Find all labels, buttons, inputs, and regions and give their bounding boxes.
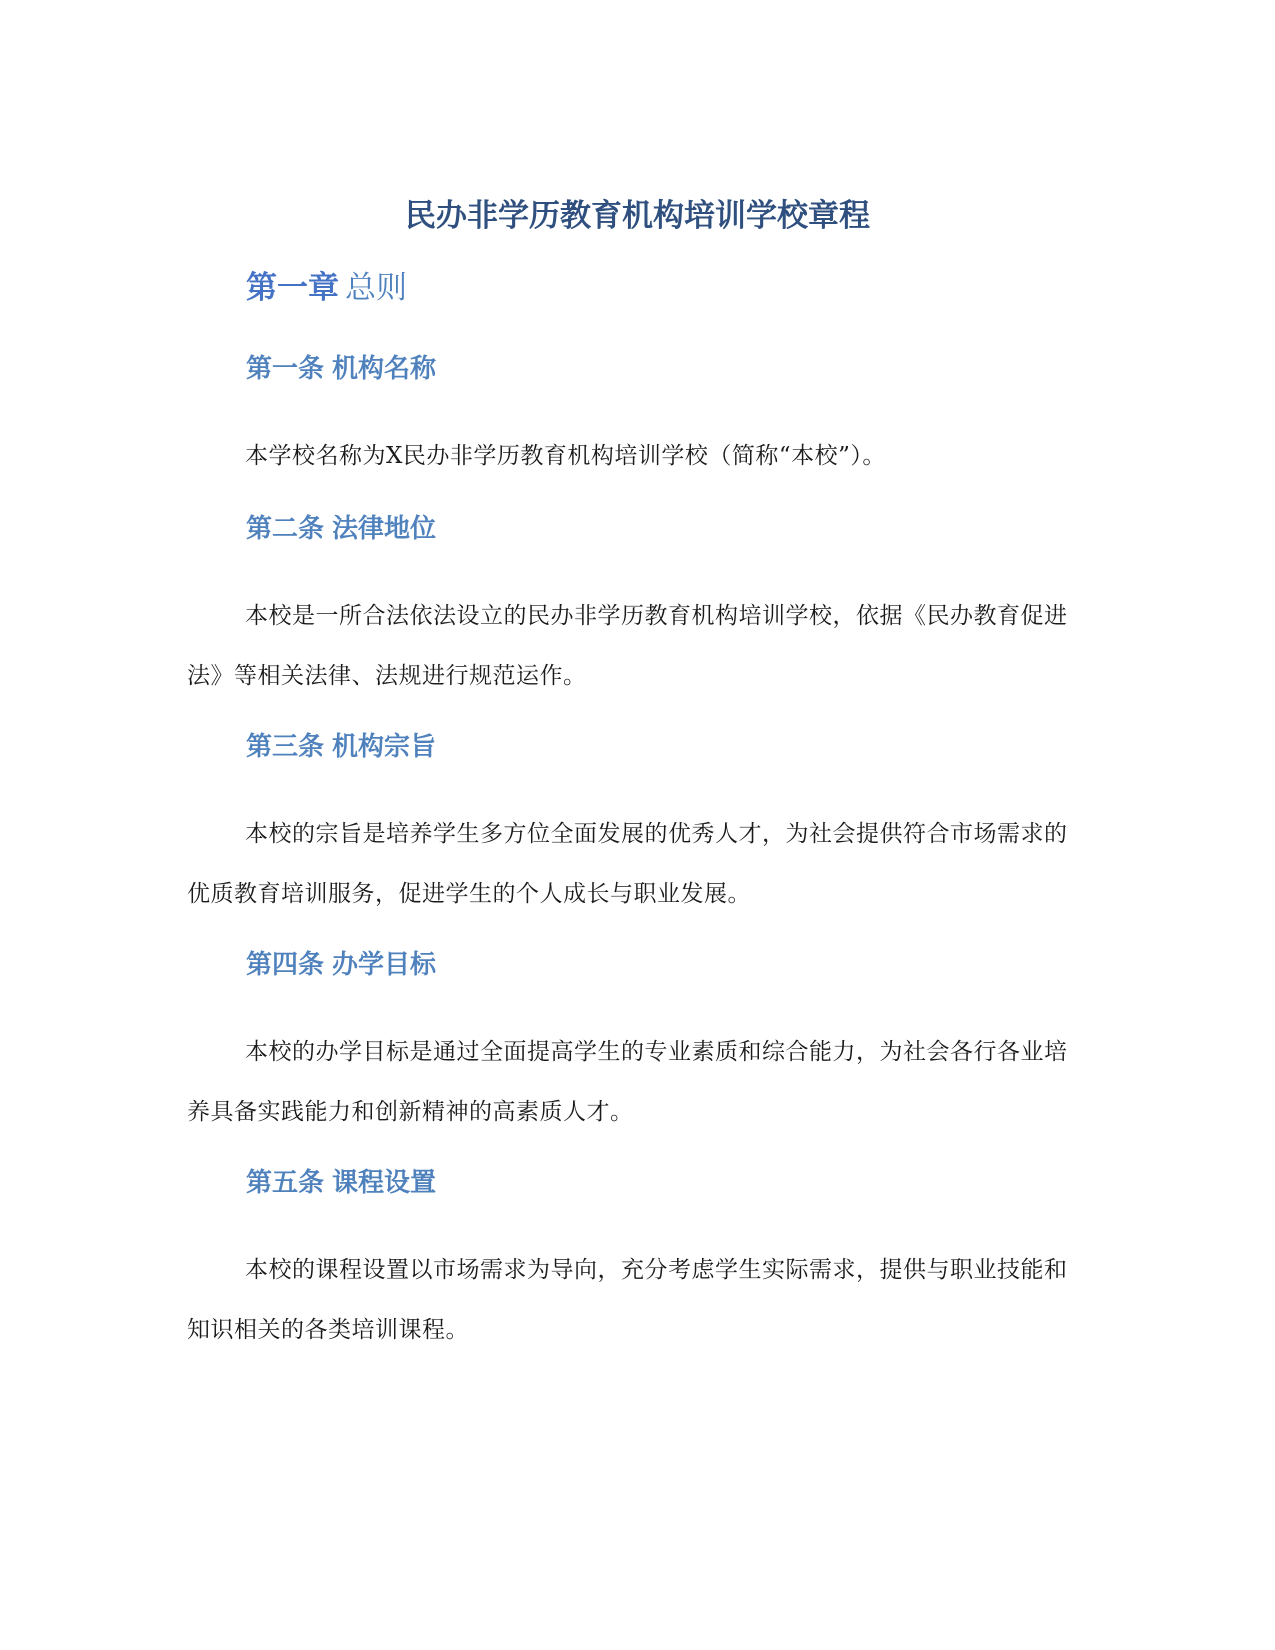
article-name: 机构名称 xyxy=(332,354,437,384)
article-text-4: 本校的办学目标是通过全面提高学生的专业素质和综合能力，为社会各行各业培养具备实践能力和创新精神的高素质人才。 xyxy=(187,1039,1068,1125)
article-text-5: 本校的课程设置以市场需求为导向，充分考虑学生实际需求，提供与职业技能和知识相关的各类培训课程。 xyxy=(187,1257,1068,1343)
article-number: 第四条 xyxy=(246,950,325,980)
article-name: 机构宗旨 xyxy=(332,732,437,762)
article-text-2: 本校是一所合法依法设立的民办非学历教育机构培训学校，依据《民办教育促进法》等相关法律、法规进行规范运作。 xyxy=(187,603,1068,689)
article-text-1: 本学校名称为X民办非学历教育机构培训学校（简称“本校”）。 xyxy=(245,443,886,469)
article-text-3: 本校的宗旨是培养学生多方位全面发展的优秀人才，为社会提供符合市场需求的优质教育培训服务，促进学生的个人成长与职业发展。 xyxy=(187,821,1068,907)
article-heading-5 xyxy=(246,1166,436,1200)
document-title: 民办非学历教育机构培训学校章程 xyxy=(405,198,870,234)
chapter-heading xyxy=(246,268,407,308)
article-heading-4 xyxy=(246,948,436,982)
chapter-number: 第一章 xyxy=(246,270,339,306)
article-heading-1 xyxy=(246,352,436,386)
article-number: 第一条 xyxy=(246,354,325,384)
article-name: 法律地位 xyxy=(332,514,437,544)
chapter-name: 总则 xyxy=(345,270,407,306)
article-heading-2 xyxy=(246,512,436,546)
article-name: 课程设置 xyxy=(332,1168,437,1198)
article-number: 第三条 xyxy=(246,732,325,762)
article-heading-3 xyxy=(246,730,436,764)
article-number: 第五条 xyxy=(246,1168,325,1198)
article-name: 办学目标 xyxy=(332,950,437,980)
article-number: 第二条 xyxy=(246,514,325,544)
